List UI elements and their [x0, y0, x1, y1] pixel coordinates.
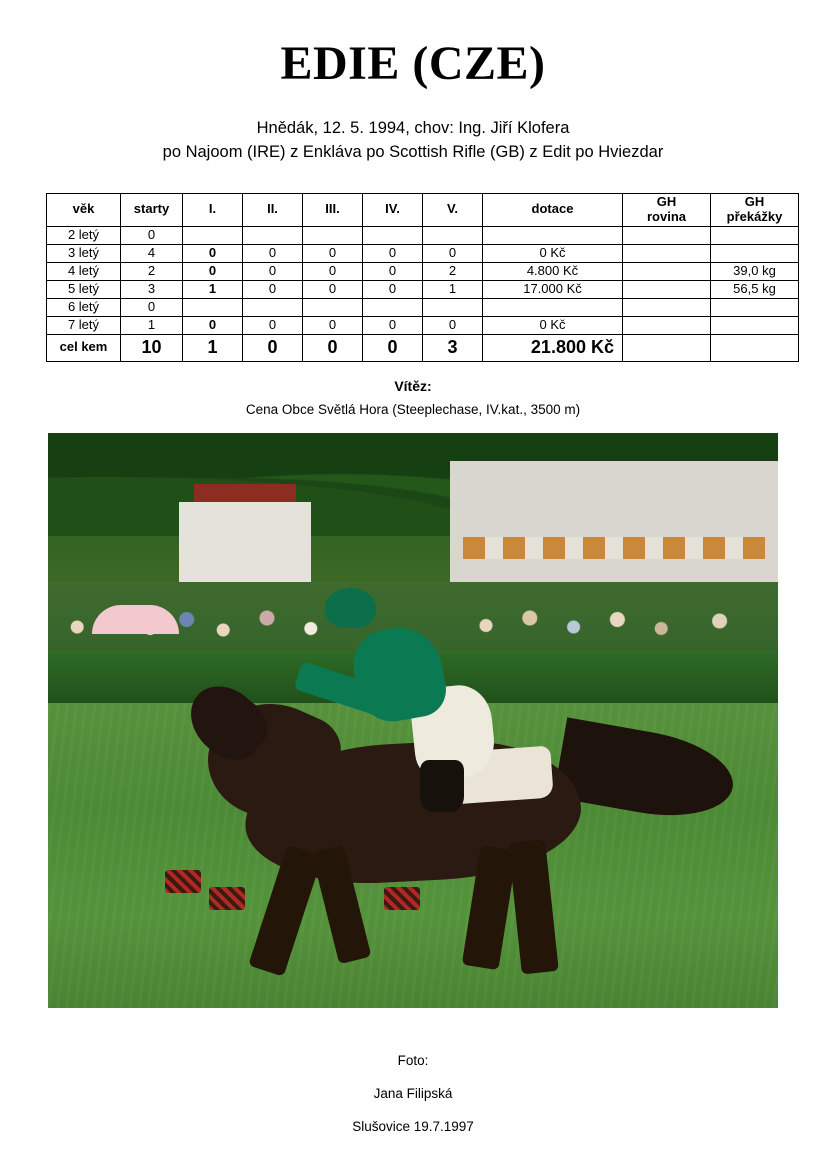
header-starty: starty: [121, 193, 183, 226]
cell-place-1: [183, 226, 243, 244]
cell-place-1: 0: [183, 244, 243, 262]
cell-place-5: 1: [423, 280, 483, 298]
header-gh-rovina: [623, 193, 711, 226]
cell-place-5: [423, 226, 483, 244]
race-photo-container: [48, 433, 778, 1008]
header-gh-prekazky-line2: překážky: [726, 208, 783, 224]
cell-place-5: [423, 298, 483, 316]
cell-starty: 1: [121, 316, 183, 334]
cell-gh-rovina: [623, 298, 711, 316]
photo-credit-author: Jana Filipská: [373, 1085, 453, 1101]
cell-place-3: 0: [303, 262, 363, 280]
cell-dotace: 4.800 Kč: [483, 262, 623, 280]
cell-place-1: 0: [183, 262, 243, 280]
cell-gh-prekazky: [711, 244, 799, 262]
table-header-row: [47, 193, 799, 226]
cell-dotace: [483, 226, 623, 244]
photo-jockey-helmet: [325, 588, 376, 628]
cell-gh-rovina: [623, 262, 711, 280]
cell-place-4: 0: [363, 244, 423, 262]
table-row: [47, 316, 799, 334]
cell-total-place-1: 1: [183, 334, 243, 361]
cell-total-place-5: 3: [423, 334, 483, 361]
photo-leg-bandage: [209, 887, 246, 910]
cell-gh-prekazky: [711, 298, 799, 316]
cell-total-gh-prekazky: [711, 334, 799, 361]
header-place-4: IV.: [363, 193, 423, 226]
cell-place-4: 0: [363, 280, 423, 298]
cell-place-2: [243, 226, 303, 244]
cell-place-2: 0: [243, 262, 303, 280]
cell-dotace: 0 Kč: [483, 316, 623, 334]
table-row: [47, 244, 799, 262]
header-vek: věk: [47, 193, 121, 226]
cell-total-place-2: 0: [243, 334, 303, 361]
cell-place-3: 0: [303, 316, 363, 334]
cell-gh-prekazky: 56,5 kg: [711, 280, 799, 298]
header-place-5: V.: [423, 193, 483, 226]
cell-dotace: 17.000 Kč: [483, 280, 623, 298]
table-total-row: [47, 334, 799, 361]
cell-total-starty: 10: [121, 334, 183, 361]
cell-starty: 3: [121, 280, 183, 298]
header-gh-rovina-line1: GH: [656, 194, 677, 210]
cell-vek: 7 letý: [47, 316, 121, 334]
cell-place-4: [363, 226, 423, 244]
cell-gh-rovina: [623, 244, 711, 262]
table-row: [47, 298, 799, 316]
cell-gh-rovina: [623, 280, 711, 298]
cell-total-dotace: 21.800 Kč: [483, 334, 623, 361]
cell-vek: 4 letý: [47, 262, 121, 280]
cell-starty: 0: [121, 298, 183, 316]
winner-race: Cena Obce Světlá Hora (Steeplechase, IV.kat., 3500 m): [245, 401, 581, 417]
header-place-2: II.: [243, 193, 303, 226]
table-row: [47, 262, 799, 280]
header-place-1: I.: [183, 193, 243, 226]
header-place-3: III.: [303, 193, 363, 226]
cell-place-4: 0: [363, 316, 423, 334]
header-dotace: dotace: [483, 193, 623, 226]
header-gh-rovina-line2: rovina: [646, 208, 686, 224]
cell-place-4: 0: [363, 262, 423, 280]
cell-place-3: [303, 226, 363, 244]
header-gh-prekazky: [711, 193, 799, 226]
cell-total-gh-rovina: [623, 334, 711, 361]
cell-place-3: 0: [303, 280, 363, 298]
cell-gh-rovina: [623, 316, 711, 334]
cell-vek: 5 letý: [47, 280, 121, 298]
cell-place-3: 0: [303, 244, 363, 262]
cell-gh-prekazky: 39,0 kg: [711, 262, 799, 280]
cell-total-place-4: 0: [363, 334, 423, 361]
cell-place-2: 0: [243, 280, 303, 298]
cell-dotace: [483, 298, 623, 316]
header-gh-prekazky-line1: GH: [744, 194, 765, 210]
cell-vek: 6 letý: [47, 298, 121, 316]
cell-starty: 2: [121, 262, 183, 280]
photo-building-left: [179, 502, 310, 583]
cell-gh-prekazky: [711, 226, 799, 244]
cell-gh-prekazky: [711, 316, 799, 334]
cell-total-place-3: 0: [303, 334, 363, 361]
cell-place-1: 1: [183, 280, 243, 298]
photo-jockey-boot: [420, 760, 464, 812]
cell-gh-rovina: [623, 226, 711, 244]
horse-birth-breeder: Hnědák, 12. 5. 1994, chov: Ing. Jiří Klofera: [256, 118, 570, 137]
cell-place-2: 0: [243, 316, 303, 334]
cell-total-label: cel kem: [47, 334, 121, 361]
cell-vek: 2 letý: [47, 226, 121, 244]
horse-details: [46, 117, 780, 165]
cell-place-3: [303, 298, 363, 316]
photo-credit-label: Foto:: [397, 1052, 429, 1068]
cell-place-4: [363, 298, 423, 316]
winner-label: Vítěz:: [394, 377, 432, 394]
cell-place-1: [183, 298, 243, 316]
photo-credit-place-date: Slušovice 19.7.1997: [352, 1118, 474, 1134]
table-row: [47, 280, 799, 298]
horse-pedigree: po Najoom (IRE) z Enkláva po Scottish Rifle (GB) z Edit po Hviezdar: [162, 142, 664, 161]
cell-place-5: 2: [423, 262, 483, 280]
race-photo: [48, 433, 778, 1008]
cell-place-2: [243, 298, 303, 316]
table-row: [47, 226, 799, 244]
page-title: EDIE (CZE): [280, 37, 546, 90]
career-statistics-table: [46, 193, 799, 362]
photo-credit: [46, 1044, 780, 1143]
cell-place-5: 0: [423, 244, 483, 262]
cell-place-5: 0: [423, 316, 483, 334]
photo-leg-bandage: [384, 887, 421, 910]
photo-umbrella: [92, 605, 180, 634]
cell-place-1: 0: [183, 316, 243, 334]
cell-starty: 0: [121, 226, 183, 244]
cell-starty: 4: [121, 244, 183, 262]
cell-place-2: 0: [243, 244, 303, 262]
cell-vek: 3 letý: [47, 244, 121, 262]
photo-leg-bandage: [165, 870, 202, 893]
cell-dotace: 0 Kč: [483, 244, 623, 262]
